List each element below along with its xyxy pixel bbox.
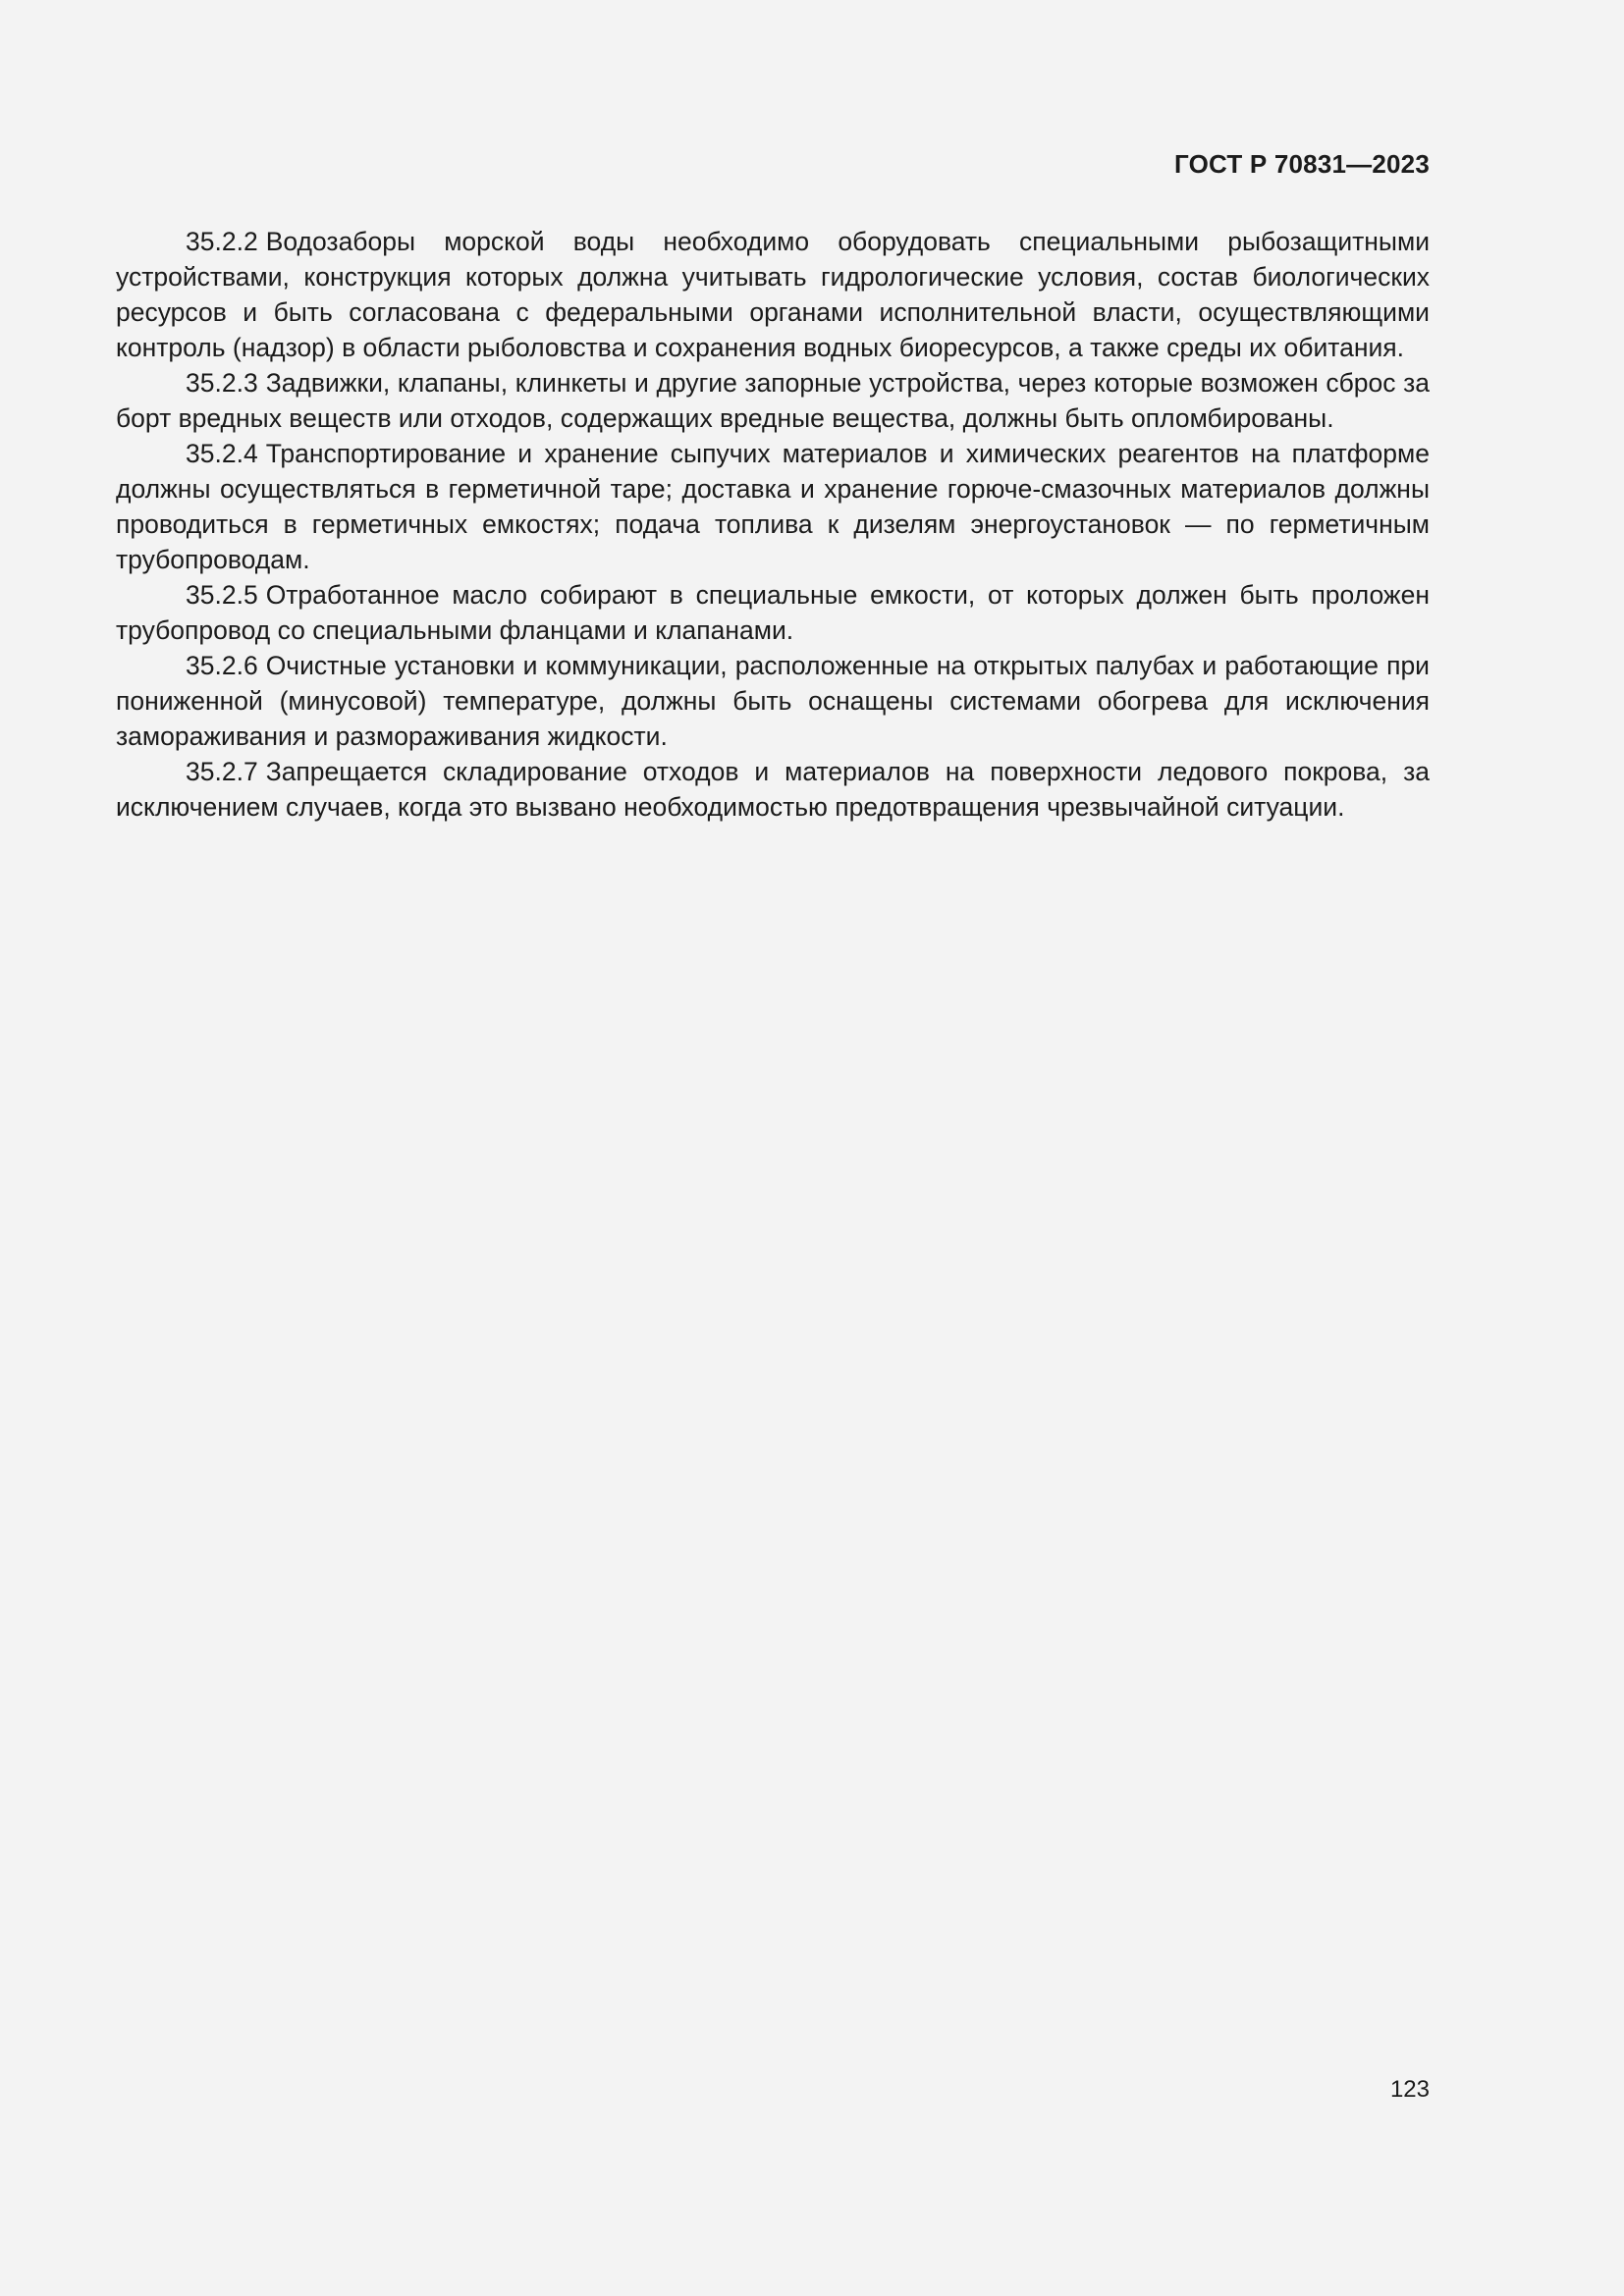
paragraph-35-2-4 bbox=[116, 436, 1430, 577]
paragraph-text: Водозаборы морской воды необходимо оборудовать специальными рыбозащитными устройствами, конструкция которых должна учитывать гидрологические условия, состав биологических ресурсов и быть согласована с федеральными органами исполнительной власти, осуществляющими контроль (надзор) в области рыболовства и сохранения водных биоресурсов, а также среды их обитания. bbox=[116, 227, 1430, 362]
paragraph-35-2-2 bbox=[116, 224, 1430, 365]
paragraph-number: 35.2.7 bbox=[186, 757, 258, 786]
paragraph-number: 35.2.5 bbox=[186, 580, 258, 610]
paragraph-text: Транспортирование и хранение сыпучих материалов и химических реагентов на платформе должны осуществляться в герметичной таре; доставка и хранение горюче-смазочных материалов должны проводиться в герметичных емкостях; подача топлива к дизелям энергоустановок — по герметичным трубопроводам. bbox=[116, 439, 1430, 574]
page-number: 123 bbox=[1389, 2076, 1430, 2103]
paragraph-35-2-6 bbox=[116, 648, 1430, 754]
paragraph-text: Очистные установки и коммуникации, расположенные на открытых палубах и работающие при пониженной (минусовой) температуре, должны быть оснащены системами обогрева для исключения замораживания и размораживания жидкости. bbox=[116, 651, 1430, 751]
paragraph-35-2-5 bbox=[116, 577, 1430, 648]
paragraph-35-2-3 bbox=[116, 365, 1430, 436]
paragraph-number: 35.2.4 bbox=[186, 439, 258, 468]
document-body bbox=[116, 224, 1430, 825]
paragraph-number: 35.2.3 bbox=[186, 368, 258, 398]
paragraph-number: 35.2.2 bbox=[186, 227, 258, 256]
paragraph-text: Задвижки, клапаны, клинкеты и другие запорные устройства, через которые возможен сброс за борт вредных веществ или отходов, содержащих вредные вещества, должны быть опломбированы. bbox=[116, 368, 1430, 433]
paragraph-number: 35.2.6 bbox=[186, 651, 258, 680]
document-code-header: ГОСТ Р 70831—2023 bbox=[1174, 149, 1430, 179]
paragraph-text: Отработанное масло собирают в специальные емкости, от которых должен быть проложен трубопровод со специальными фланцами и клапанами. bbox=[116, 580, 1430, 645]
paragraph-text: Запрещается складирование отходов и материалов на поверхности ледового покрова, за исключением случаев, когда это вызвано необходимостью предотвращения чрезвычайной ситуации. bbox=[116, 757, 1430, 822]
paragraph-35-2-7 bbox=[116, 754, 1430, 825]
